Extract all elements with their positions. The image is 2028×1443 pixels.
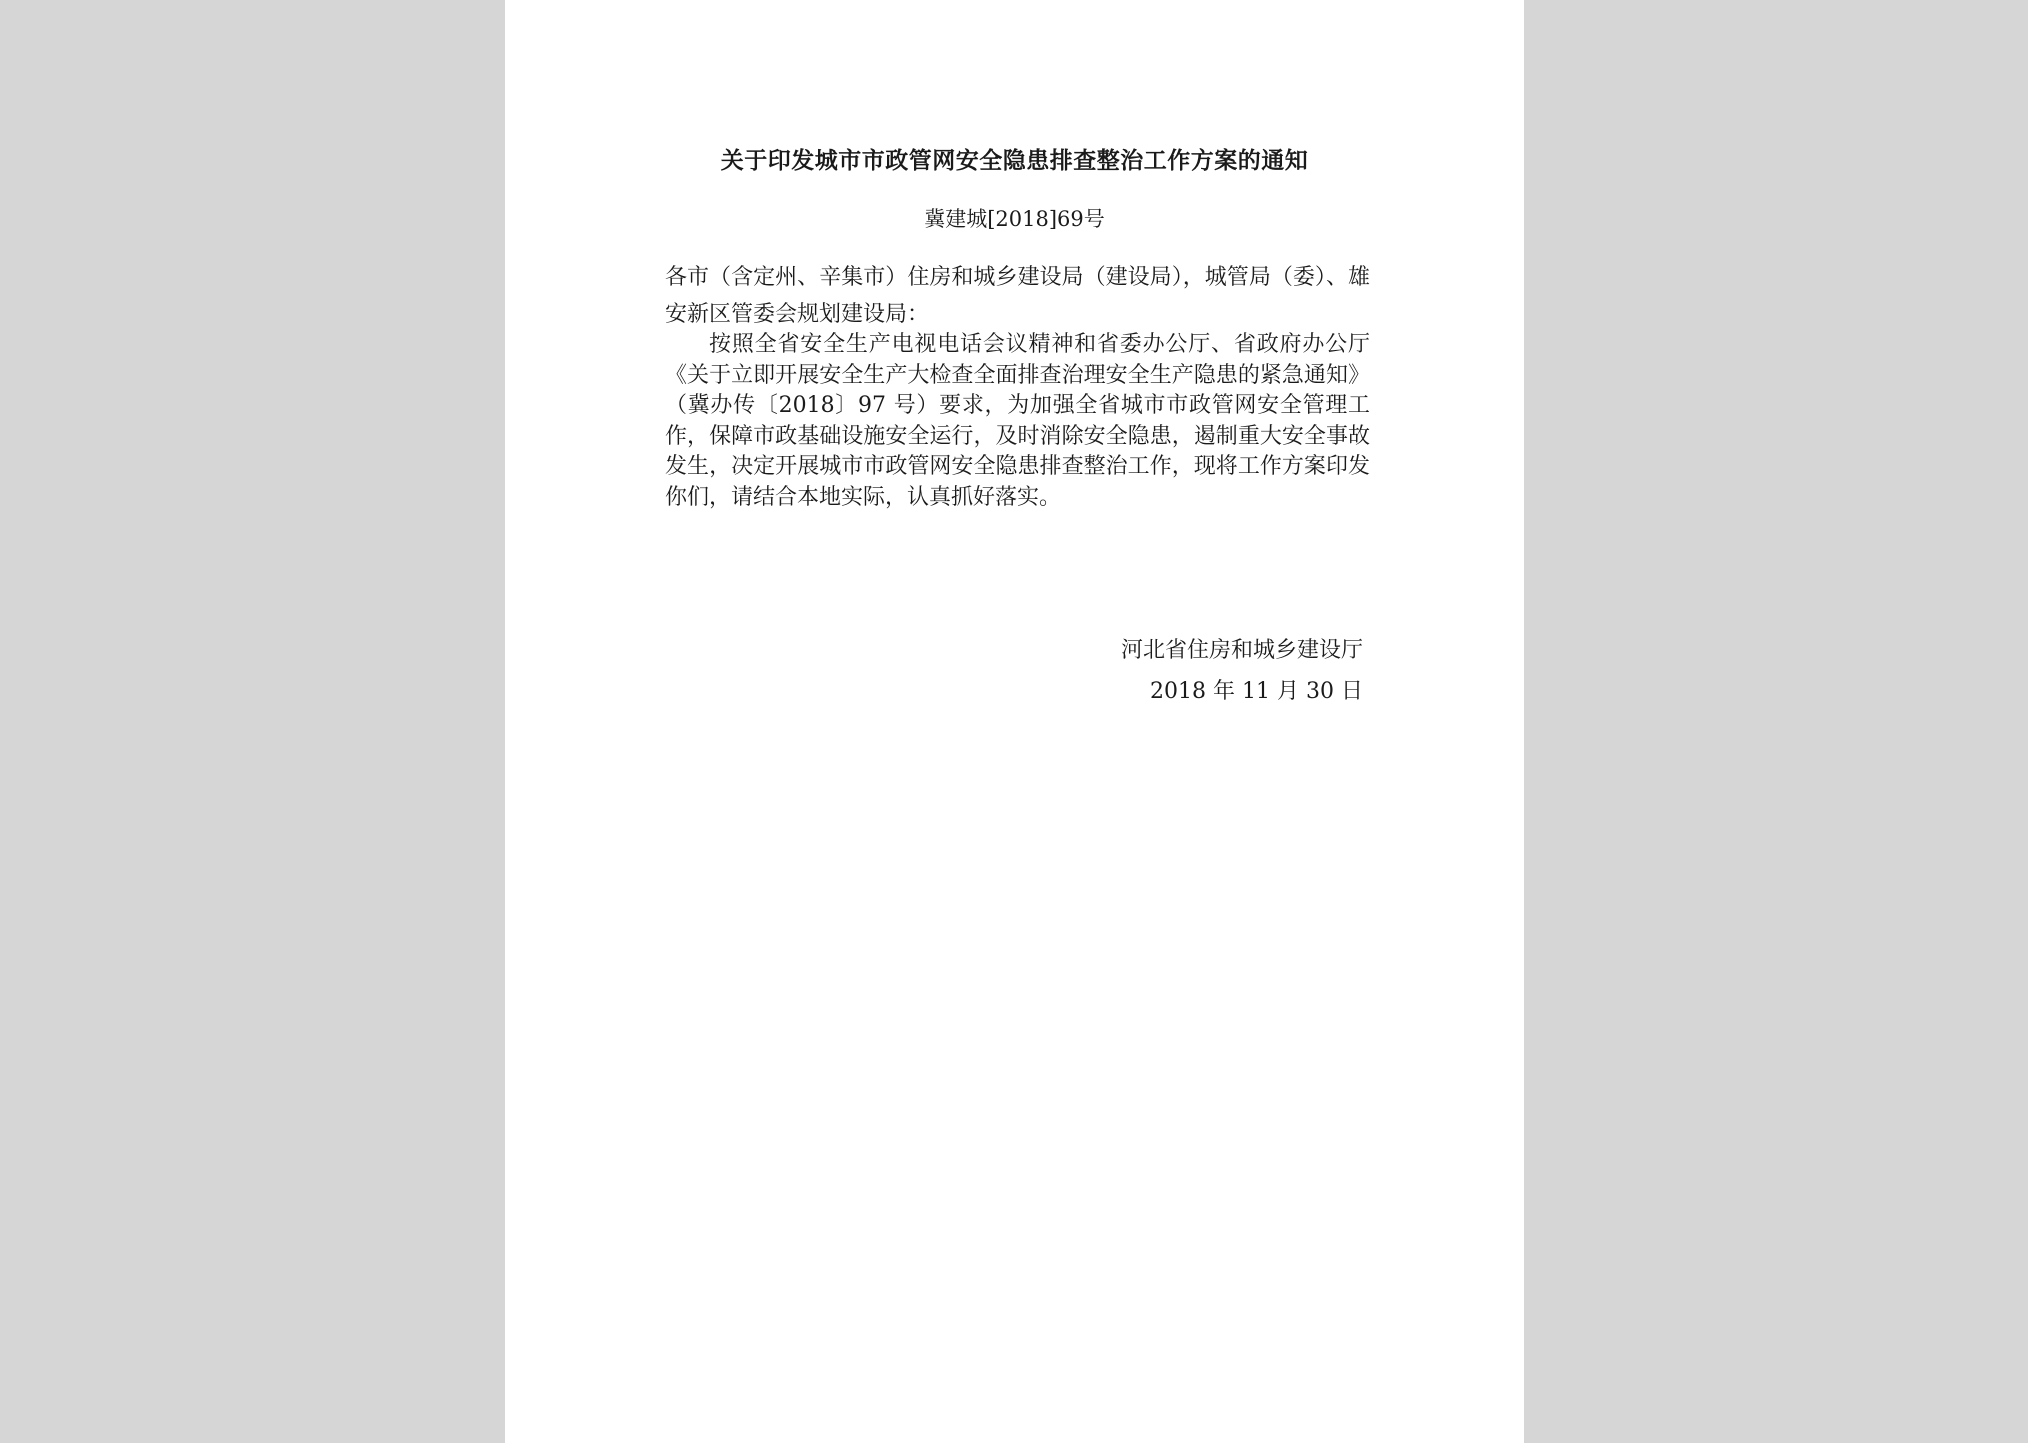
document-title: 关于印发城市市政管网安全隐患排查整治工作方案的通知 [720, 147, 1309, 174]
body-paragraph: 按照全省安全生产电视电话会议精神和省委办公厅、省政府办公厅《关于立即开展安全生产大检查全面排查治理安全生产隐患的紧急通知》（冀办传〔2018〕97 号）要求，为加强全省城市市政管网安全管理工作，保障市政基础设施安全运行，及时消除安全隐患，遏制重大安全事故发生，决定开展城市市政管网安全隐患排查整治工作，现将工作方案印发你们，请结合本地实际，认真抓好落实。 [665, 332, 1370, 510]
document-page [505, 0, 1524, 1443]
signature-date: 2018 年 11 月 30 日 [1150, 679, 1363, 704]
document-number: 冀建城[2018]69号 [924, 207, 1105, 231]
recipient-line: 各市（含定州、辛集市）住房和城乡建设局（建设局），城管局（委）、雄安新区管委会规划建设局： [665, 265, 1370, 327]
signature-organization: 河北省住房和城乡建设厅 [1120, 638, 1363, 663]
